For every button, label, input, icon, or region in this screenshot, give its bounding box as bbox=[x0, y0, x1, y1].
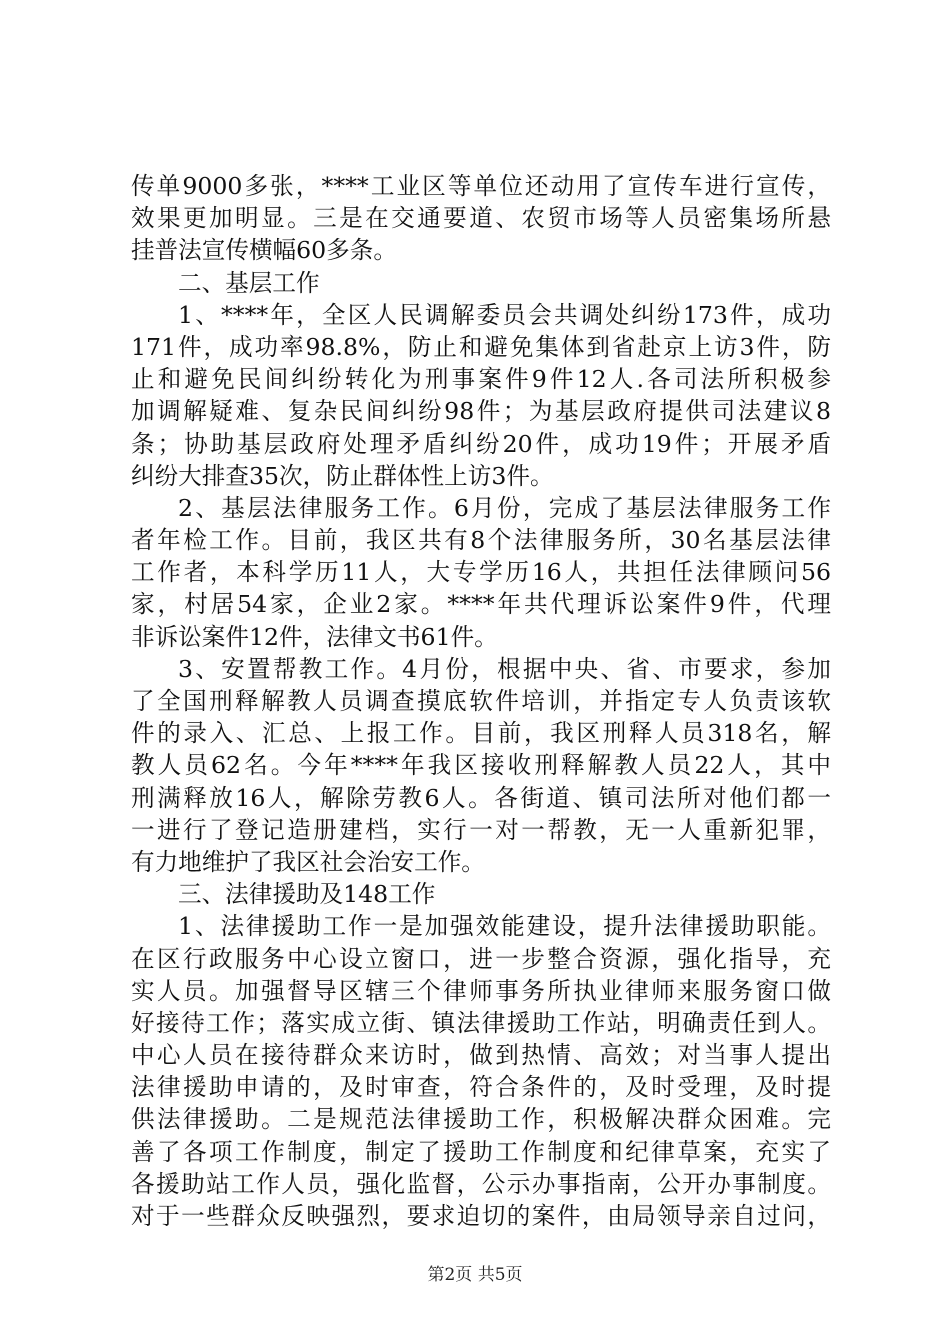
text-line: 条；协助基层政府处理矛盾纠纷20件，成功19件；开展矛盾 bbox=[131, 429, 831, 458]
text-line: 了全国刑释解教人员调查摸底软件培训，并指定专人负责该软 bbox=[131, 687, 831, 715]
document-body bbox=[131, 170, 831, 1232]
text-line: 教人员62名。今年****年我区接收刑释解教人员22人，其中 bbox=[131, 751, 831, 780]
text-line: 2、基层法律服务工作。6月份，完成了基层法律服务工作 bbox=[178, 493, 831, 522]
text-line: 供法律援助。二是规范法律援助工作，积极解决群众困难。完 bbox=[131, 1105, 831, 1134]
section-heading: 三、法律援助及148工作 bbox=[178, 880, 436, 909]
text-line: 3、安置帮教工作。4月份，根据中央、省、市要求，参加 bbox=[178, 654, 831, 683]
section-heading: 二、基层工作 bbox=[178, 268, 320, 297]
text-line: 对于一些群众反映强烈，要求迫切的案件，由局领导亲自过问， bbox=[131, 1202, 831, 1230]
text-line: 刑满释放16人，解除劳教6人。各街道、镇司法所对他们都一 bbox=[131, 783, 831, 812]
text-line: 效果更加明显。三是在交通要道、农贸市场等人员密集场所悬 bbox=[131, 204, 831, 233]
page-indicator: 第2页 共5页 bbox=[427, 1265, 523, 1285]
text-line: 1、法律援助工作一是加强效能建设，提升法律援助职能。 bbox=[178, 912, 831, 941]
text-line: 中心人员在接待群众来访时，做到热情、高效；对当事人提出 bbox=[131, 1041, 831, 1070]
text-line: 在区行政服务中心设立窗口，进一步整合资源，强化指导，充 bbox=[131, 944, 831, 973]
text-line: 加调解疑难、复杂民间纠纷98件；为基层政府提供司法建议8 bbox=[131, 397, 831, 426]
text-line: 家，村居54家，企业2家。****年共代理诉讼案件9件，代理 bbox=[131, 590, 831, 619]
text-line: 挂普法宣传横幅60多条。 bbox=[131, 236, 397, 265]
text-line: 实人员。加强督导区辖三个律师事务所执业律师来服务窗口做 bbox=[131, 976, 831, 1005]
text-line: 纠纷大排查35次，防止群体性上访3件。 bbox=[131, 461, 554, 490]
text-line: 件的录入、汇总、上报工作。目前，我区刑释人员318名，解 bbox=[131, 719, 831, 748]
text-line: 法律援助申请的，及时审查，符合条件的，及时受理，及时提 bbox=[131, 1073, 831, 1102]
text-line: 非诉讼案件12件，法律文书61件。 bbox=[131, 622, 498, 651]
text-line: 传单9000多张，****工业区等单位还动用了宣传车进行宣传， bbox=[131, 172, 831, 200]
text-line: 善了各项工作制度，制定了援助工作制度和纪律草案，充实了 bbox=[131, 1137, 831, 1166]
page-footer bbox=[0, 1264, 950, 1286]
text-line: 者年检工作。目前，我区共有8个法律服务所，30名基层法律 bbox=[131, 526, 831, 555]
text-line: 一进行了登记造册建档，实行一对一帮教，无一人重新犯罪， bbox=[131, 815, 831, 844]
text-line: 171件，成功率98.8%，防止和避免集体到省赴京上访3件，防 bbox=[131, 332, 831, 361]
text-line: 止和避免民间纠纷转化为刑事案件9件12人.各司法所积极参 bbox=[131, 365, 831, 394]
text-line: 工作者，本科学历11人，大专学历16人，共担任法律顾问56 bbox=[131, 558, 831, 587]
text-line: 有力地维护了我区社会治安工作。 bbox=[131, 847, 485, 876]
text-line: 好接待工作；落实成立街、镇法律援助工作站，明确责任到人。 bbox=[131, 1008, 831, 1037]
text-line: 1、****年，全区人民调解委员会共调处纠纷173件，成功 bbox=[178, 300, 831, 329]
text-line: 各援助站工作人员，强化监督，公示办事指南，公开办事制度。 bbox=[131, 1169, 831, 1198]
